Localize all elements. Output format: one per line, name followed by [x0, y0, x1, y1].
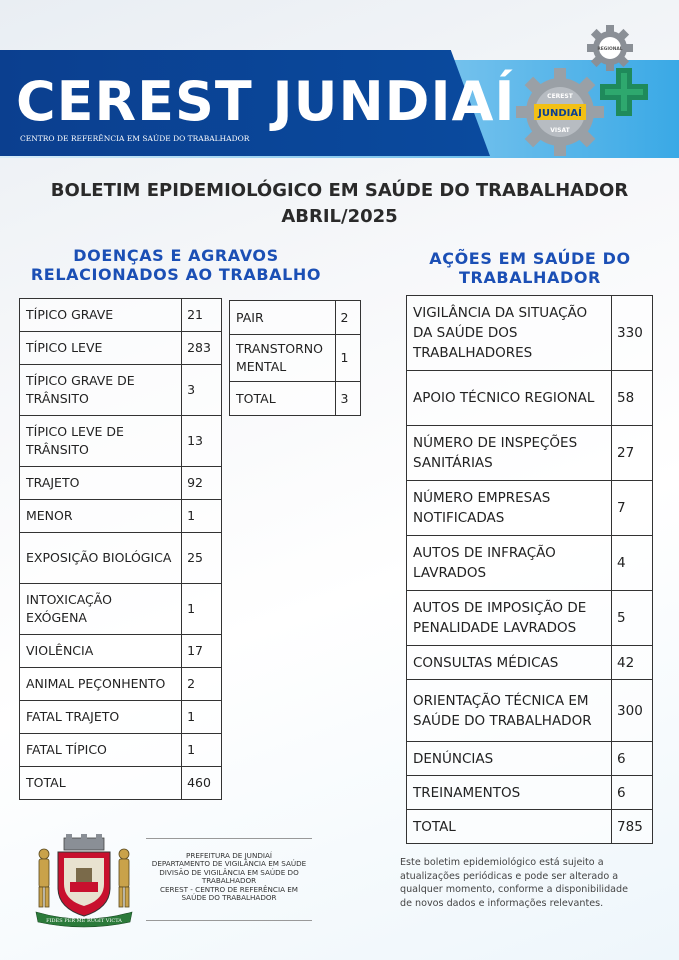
mental-health-label: TOTAL — [230, 382, 336, 416]
logo-bottom-text: VISAT — [550, 127, 570, 134]
action-value: 27 — [612, 426, 653, 481]
disease-value: 92 — [182, 467, 222, 500]
action-value: 4 — [612, 536, 653, 591]
mental-health-row — [230, 382, 361, 416]
action-row — [407, 591, 653, 646]
disease-value: 283 — [182, 332, 222, 365]
diseases-title-line1: DOENÇAS E AGRAVOS — [73, 246, 279, 265]
action-row — [407, 742, 653, 776]
disease-label: INTOXICAÇÃO EXÓGENA — [20, 584, 182, 635]
action-label: APOIO TÉCNICO REGIONAL — [407, 371, 612, 426]
disease-value: 21 — [182, 299, 222, 332]
brand-subtitle: CENTRO DE REFERÊNCIA EM SAÚDE DO TRABALHADOR — [20, 134, 250, 143]
disease-value: 1 — [182, 701, 222, 734]
mental-health-table — [229, 300, 361, 416]
footer-rule-bottom — [146, 920, 312, 921]
action-value: 330 — [612, 296, 653, 371]
bulletin-title: BOLETIM EPIDEMIOLÓGICO EM SAÚDE DO TRABALHADOR — [50, 180, 629, 201]
action-label: TREINAMENTOS — [407, 776, 612, 810]
disease-label: TÍPICO LEVE DE TRÂNSITO — [20, 416, 182, 467]
mental-health-value: 3 — [335, 382, 360, 416]
disease-value: 25 — [182, 533, 222, 584]
diseases-section-title — [20, 246, 332, 284]
footer-org-line: TRABALHADOR — [201, 876, 257, 886]
cerest-gear-logo-icon — [514, 66, 606, 158]
action-label: AUTOS DE IMPOSIÇÃO DE PENALIDADE LAVRADOS — [407, 591, 612, 646]
disease-label: VIOLÊNCIA — [20, 635, 182, 668]
actions-section-title — [406, 249, 654, 287]
action-value: 6 — [612, 742, 653, 776]
diseases-title-line2: RELACIONADOS AO TRABALHO — [30, 265, 322, 284]
disease-label: MENOR — [20, 500, 182, 533]
footer-organization — [146, 852, 312, 902]
regional-gear-icon — [586, 24, 634, 72]
actions-table — [406, 295, 653, 844]
health-cross-icon — [598, 66, 650, 118]
footer-org-line: PREFEITURA DE JUNDIAÍ — [185, 851, 273, 860]
disease-value: 1 — [182, 500, 222, 533]
action-row — [407, 296, 653, 371]
disease-row — [20, 584, 222, 635]
action-label: DENÚNCIAS — [407, 742, 612, 776]
disease-row — [20, 767, 222, 800]
action-label: AUTOS DE INFRAÇÃO LAVRADOS — [407, 536, 612, 591]
disease-row — [20, 467, 222, 500]
regional-badge-text: REGIONAL — [597, 47, 623, 52]
action-value: 6 — [612, 776, 653, 810]
jundiai-coat-of-arms-icon — [30, 832, 138, 928]
action-value: 7 — [612, 481, 653, 536]
footer-rule-top — [146, 838, 312, 839]
action-value: 785 — [612, 810, 653, 844]
mental-health-value: 1 — [335, 335, 360, 382]
disease-row — [20, 701, 222, 734]
action-value: 42 — [612, 646, 653, 680]
crest-motto: FIDES PER ME RUGIT VICTA — [46, 918, 122, 924]
action-row — [407, 810, 653, 844]
disease-value: 1 — [182, 584, 222, 635]
bulletin-period: ABRIL/2025 — [281, 206, 398, 227]
action-label: NÚMERO EMPRESAS NOTIFICADAS — [407, 481, 612, 536]
action-label: TOTAL — [407, 810, 612, 844]
disclaimer-text: Este boletim epidemiológico está sujeito a atualizações periódicas e pode ser alterado a qualquer momento, conforme a disponibilidade de novos dados e informações relevantes. — [400, 857, 629, 909]
action-row — [407, 776, 653, 810]
mental-health-label: PAIR — [230, 301, 336, 335]
disease-value: 17 — [182, 635, 222, 668]
mental-health-row — [230, 301, 361, 335]
disease-label: TÍPICO GRAVE DE TRÂNSITO — [20, 365, 182, 416]
disease-row — [20, 365, 222, 416]
disease-row — [20, 416, 222, 467]
disease-row — [20, 500, 222, 533]
footer-org-line: DIVISÃO DE VIGILÂNCIA EM SAÚDE DO — [159, 867, 299, 877]
disease-label: TÍPICO LEVE — [20, 332, 182, 365]
action-value: 5 — [612, 591, 653, 646]
mental-health-label: TRANSTORNO MENTAL — [230, 335, 336, 382]
disease-label: FATAL TÍPICO — [20, 734, 182, 767]
footer-org-line: DEPARTAMENTO DE VIGILÂNCIA EM SAÚDE — [151, 859, 307, 869]
disease-row — [20, 635, 222, 668]
action-row — [407, 680, 653, 742]
disease-value: 3 — [182, 365, 222, 416]
diseases-table — [19, 298, 222, 800]
footer-org-line: CEREST - CENTRO DE REFERÊNCIA EM — [159, 884, 299, 894]
disease-row — [20, 299, 222, 332]
disease-value: 2 — [182, 668, 222, 701]
action-row — [407, 426, 653, 481]
action-label: ORIENTAÇÃO TÉCNICA EM SAÚDE DO TRABALHADOR — [407, 680, 612, 742]
brand-title: CEREST JUNDIAÍ — [16, 70, 516, 133]
action-label: CONSULTAS MÉDICAS — [407, 646, 612, 680]
disease-row — [20, 332, 222, 365]
disease-row — [20, 734, 222, 767]
action-row — [407, 481, 653, 536]
action-row — [407, 646, 653, 680]
disease-row — [20, 668, 222, 701]
logo-center-text: JUNDIAÍ — [538, 108, 582, 119]
action-label: NÚMERO DE INSPEÇÕES SANITÁRIAS — [407, 426, 612, 481]
disease-label: TRAJETO — [20, 467, 182, 500]
disease-label: EXPOSIÇÃO BIOLÓGICA — [20, 533, 182, 584]
disease-label: TOTAL — [20, 767, 182, 800]
disease-value: 460 — [182, 767, 222, 800]
logo-top-text: CEREST — [547, 93, 573, 100]
disease-label: TÍPICO GRAVE — [20, 299, 182, 332]
action-row — [407, 371, 653, 426]
actions-title-line2: TRABALHADOR — [459, 268, 601, 287]
mental-health-row — [230, 335, 361, 382]
mental-health-value: 2 — [335, 301, 360, 335]
action-label: VIGILÂNCIA DA SITUAÇÃO DA SAÚDE DOS TRABALHADORES — [407, 296, 612, 371]
footer-org-line: SAÚDE DO TRABALHADOR — [181, 893, 277, 903]
disease-label: ANIMAL PEÇONHENTO — [20, 668, 182, 701]
actions-title-line1: AÇÕES EM SAÚDE DO — [429, 249, 631, 268]
disease-label: FATAL TRAJETO — [20, 701, 182, 734]
action-row — [407, 536, 653, 591]
disease-row — [20, 533, 222, 584]
disease-value: 13 — [182, 416, 222, 467]
disease-value: 1 — [182, 734, 222, 767]
action-value: 300 — [612, 680, 653, 742]
action-value: 58 — [612, 371, 653, 426]
